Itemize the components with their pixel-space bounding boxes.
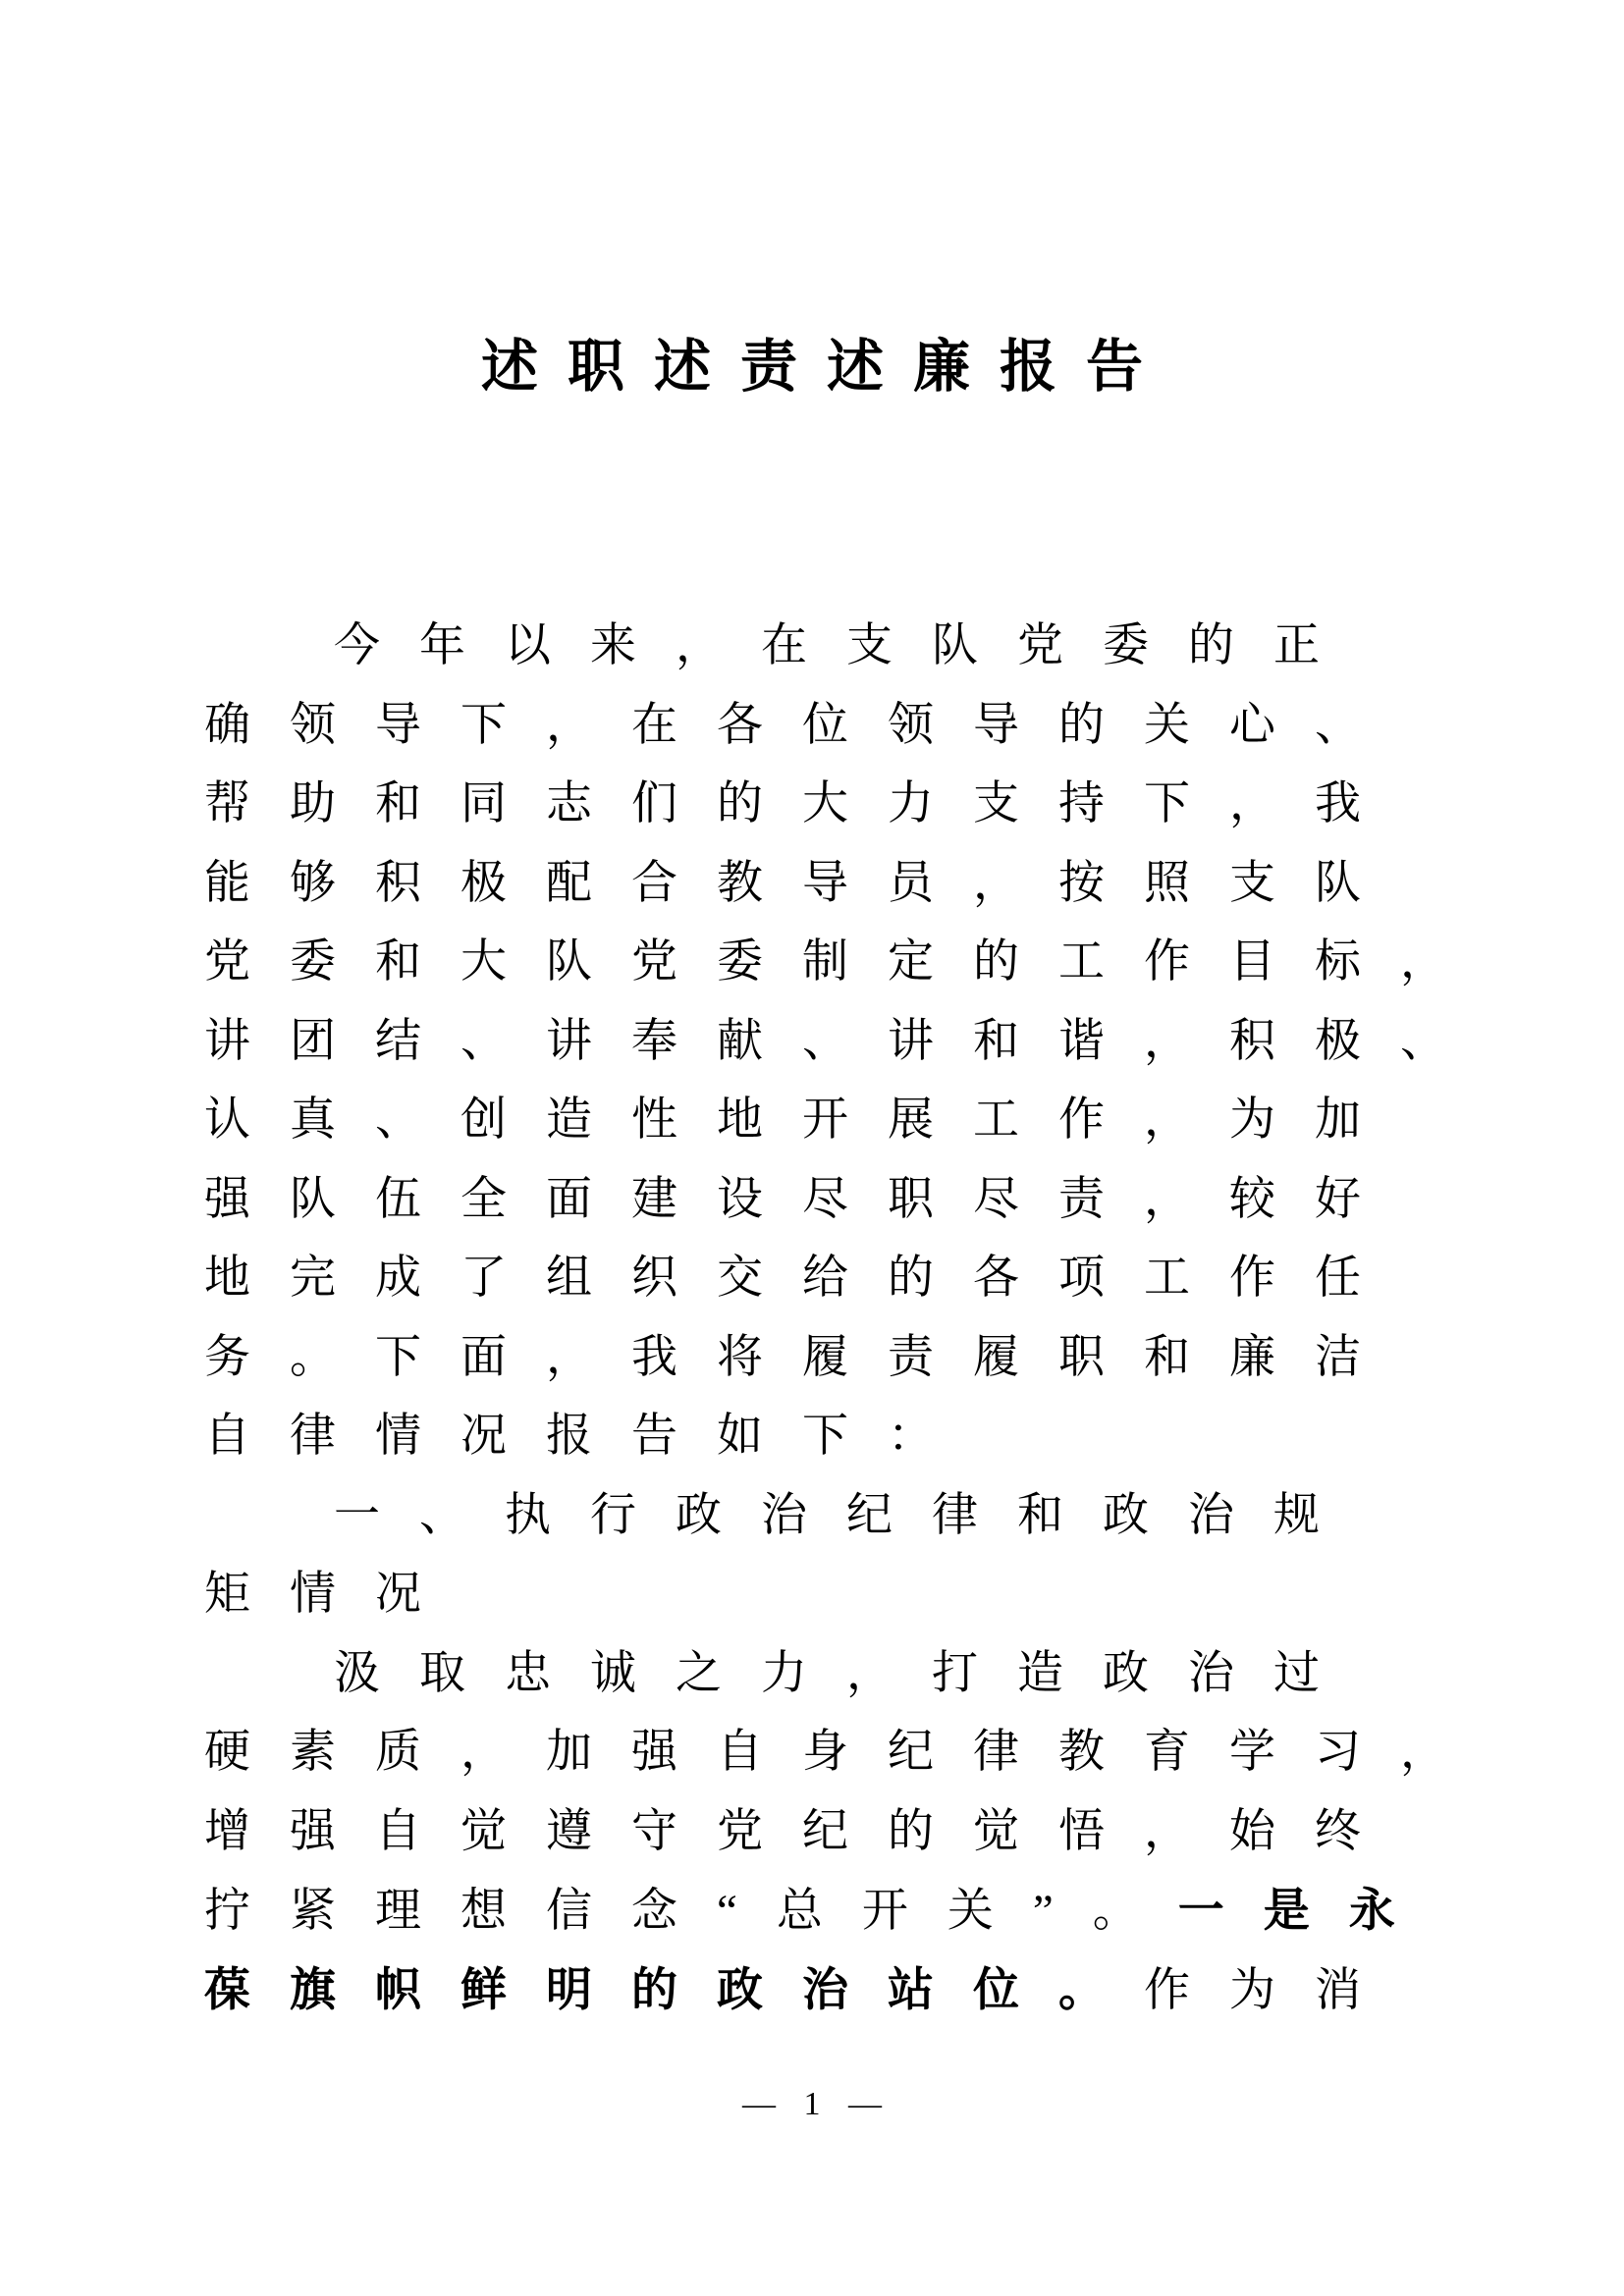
body-line xyxy=(204,1002,1486,1082)
text-run: 能够积极配合教导员，按照支队 xyxy=(204,857,1400,909)
text-run: 一、执行政治纪律和政治规 xyxy=(334,1489,1359,1541)
document-body xyxy=(204,607,1486,2029)
text-run: 增强自觉遵守党纪的觉悟，始终 xyxy=(204,1805,1400,1857)
text-run: 强队伍全面建设尽职尽责，较好 xyxy=(204,1173,1400,1225)
text-run: 拧紧理想信念“总开关”。 xyxy=(204,1886,1178,1937)
body-line xyxy=(204,1871,1435,1950)
bold-text-run: 一是永 xyxy=(1177,1884,1435,1936)
body-line xyxy=(204,686,1400,766)
text-run: 自律情况报告如下： xyxy=(204,1411,973,1462)
page-number: — 1 — xyxy=(742,2086,892,2122)
body-line xyxy=(204,1950,1400,2030)
text-run: 确领导下，在各位领导的关心、 xyxy=(204,699,1400,751)
body-line xyxy=(204,1792,1400,1872)
body-line xyxy=(204,765,1400,844)
body-line xyxy=(204,1160,1400,1240)
text-run: 地完成了组织交给的各项工作任 xyxy=(204,1253,1400,1304)
body-line xyxy=(204,1239,1400,1318)
text-run: 党委和大队党委制定的工作目标， xyxy=(204,936,1486,988)
text-run: 矩情况 xyxy=(204,1569,460,1620)
text-run: 认真、创造性地开展工作，为加 xyxy=(204,1095,1400,1146)
text-run: 作为消 xyxy=(1144,1964,1400,2016)
text-run: 务。下面，我将履责履职和廉洁 xyxy=(204,1331,1400,1383)
body-line xyxy=(204,1713,1486,1792)
body-line xyxy=(204,607,1375,686)
body-line xyxy=(204,1476,1375,1556)
text-run: 汲取忠诚之力，打造政治过 xyxy=(334,1647,1359,1699)
body-line xyxy=(204,923,1486,1002)
body-line xyxy=(204,1555,1375,1634)
text-run: 硬素质，加强自身纪律教育学习， xyxy=(204,1727,1486,1778)
text-run: 帮助和同志们的大力支持下，我 xyxy=(204,778,1400,829)
document-title: 述职述责述廉报告 xyxy=(480,335,1172,399)
text-run: 讲团结、讲奉献、讲和谐，积极、 xyxy=(204,1015,1486,1067)
text-run: 今年以来，在支队党委的正 xyxy=(334,620,1359,671)
body-line xyxy=(204,1397,1375,1476)
body-line xyxy=(204,1634,1375,1714)
body-line xyxy=(204,1318,1400,1398)
bold-text-run: 葆旗帜鲜明的政治站位。 xyxy=(204,1962,1144,2015)
body-line xyxy=(204,844,1400,924)
body-line xyxy=(204,1081,1400,1160)
